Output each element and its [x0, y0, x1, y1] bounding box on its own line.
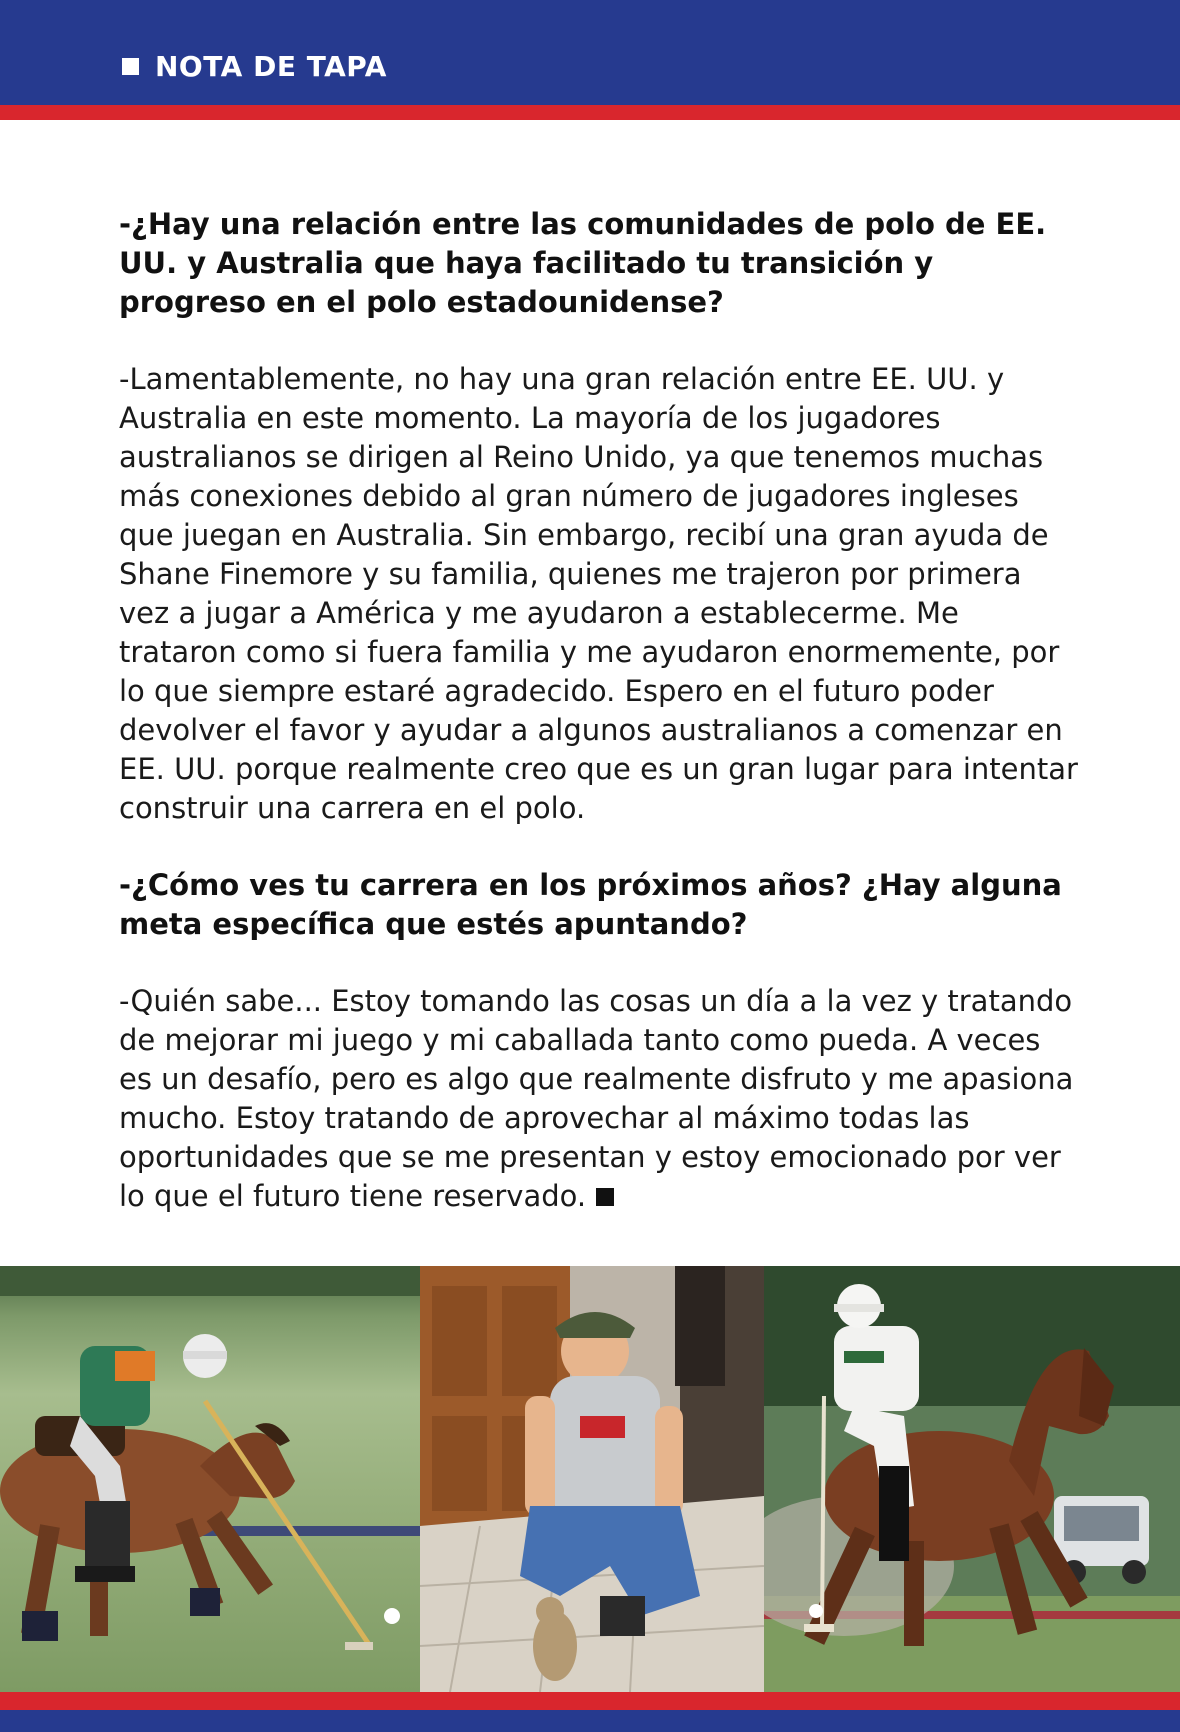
answer-2-text: -Quién sabe... Estoy tomando las cosas un día a la vez y tratando de mejorar mi juego y mi caballada tanto como pueda. A veces es un desafío, pero es algo que realmente disfruto y me apasiona mucho. Estoy tratando de aprovechar al máximo todas las oportunidades que se me presentan y estoy emocionado por ver lo que el futuro tiene reservado. [119, 984, 1074, 1213]
photo-polo-player-white [764, 1266, 1180, 1692]
footer-bar [0, 1710, 1180, 1732]
photo-player-with-meerkat [420, 1266, 764, 1692]
end-of-article-icon [596, 1188, 614, 1206]
photo-strip [0, 1266, 1180, 1692]
answer-2 [119, 982, 1079, 1216]
section-label-text: NOTA DE TAPA [155, 50, 387, 83]
answer-1: -Lamentablemente, no hay una gran relación entre EE. UU. y Australia en este momento. La mayoría de los jugadores australianos se dirigen al Reino Unido, ya que tenemos muchas más conexiones debido al gran número de jugadores ingleses que juegan en Australia. Sin embargo, recibí una gran ayuda de Shane Finemore y su familia, quienes me trajeron por primera vez a jugar a América y me ayudaron a establecerme. Me trataron como si fuera familia y me ayudaron enormemente, por lo que siempre estaré agradecido. Espero en el futuro poder devolver el favor y ayudar a algunos australianos a comenzar en EE. UU. porque realmente creo que es un gran lugar para intentar construir una carrera en el polo. [119, 362, 1078, 825]
footer-accent-stripe [0, 1692, 1180, 1710]
section-label [122, 50, 387, 83]
article-body [119, 205, 1079, 1254]
question-1: -¿Hay una relación entre las comunidades de polo de EE. UU. y Australia que haya facilitado tu transición y progreso en el polo estadounidense? [119, 207, 1047, 319]
header-accent-stripe [0, 105, 1180, 120]
square-bullet-icon [122, 58, 139, 75]
photo-polo-player-green [0, 1266, 420, 1692]
question-2: -¿Cómo ves tu carrera en los próximos años? ¿Hay alguna meta específica que estés apuntando? [119, 868, 1062, 941]
